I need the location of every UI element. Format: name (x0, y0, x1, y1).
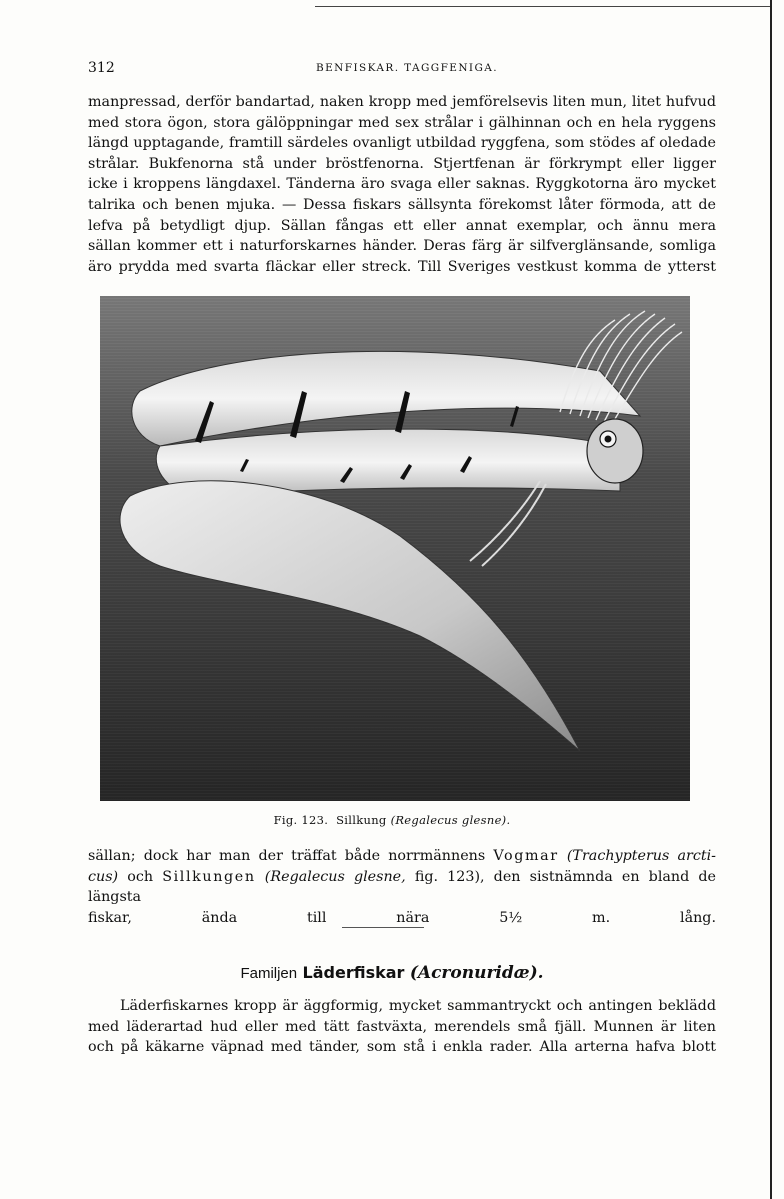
figure-caption (0, 813, 784, 827)
text-line (88, 846, 716, 867)
spaced-name: Sillkungen (162, 868, 256, 885)
text-line: Läderfiskarnes kropp är äggformig, mycket sammantryckt och antingen beklädd (120, 998, 716, 1014)
text-line: och på käkarne väpnad med tänder, som stå i enkla rader. Alla arterna hafva blott (88, 1039, 716, 1056)
text-line: lefva på betydligt djup. Sällan fångas ett eller annat exemplar, och ännu mera (88, 217, 716, 234)
final-paragraph (88, 996, 716, 1058)
running-title: BENFISKAR. TAGGFENIGA. (316, 62, 498, 74)
fish-head (587, 419, 643, 483)
heading-name: Läderfiskar (302, 963, 405, 982)
caption-latin: (Regalecus glesne). (390, 813, 511, 827)
text-line: längd upptagande, framtill särdeles ovanligt utbildad ryggfena, som stödes af oledade (88, 135, 716, 152)
section-heading (0, 963, 784, 983)
page-number: 312 (88, 60, 115, 76)
text-line: manpressad, derför bandartad, naken kropp med jemförelsevis liten mun, litet hufvud (88, 94, 716, 110)
text-line: äro prydda med svarta fläckar eller streck. Till Sveriges vestkust komma de ytterst (88, 258, 716, 275)
heading-latin: (Acronuridæ). (409, 963, 544, 983)
text-line: talrika och benen mjuka. — Dessa fiskars sällsynta förekomst låter förmoda, att de (88, 196, 716, 213)
oarfish-engraving (100, 296, 690, 801)
page-edge-right (770, 0, 772, 1199)
page-edge-top (315, 6, 770, 7)
text-line: icke i kroppens längdaxel. Tänderna äro svaga eller saknas. Ryggkotorna äro mycket (88, 176, 716, 193)
text-line: med läderartad hud eller med tätt fastväxta, merendels små fjäll. Munnen är liten (88, 1018, 716, 1035)
after-figure-paragraph (88, 846, 716, 928)
section-divider (342, 927, 424, 928)
text-line: med stora ögon, stora gälöppningar med sex strålar i gälhinnan och en hela ryggens (88, 114, 716, 131)
text-run: sällan; dock har man der träffat både norrmännens (88, 848, 486, 864)
page-header (88, 60, 724, 80)
latin-name: (Regalecus glesne, (264, 868, 406, 885)
latin-name: cus) (88, 868, 119, 885)
spaced-name: Vogmar (493, 848, 559, 864)
caption-prefix: Fig. 123. (273, 813, 329, 827)
text-run: och (127, 868, 154, 885)
latin-name: (Trachypterus arcti- (566, 848, 717, 864)
text-line: sällan kommer ett i naturforskarnes händer. Deras färg är silfverglänsande, somliga (88, 238, 716, 255)
intro-paragraph (88, 92, 716, 277)
text-line: strålar. Bukfenorna stå under bröstfenorna. Stjertfenan är förkrympt eller ligger (88, 155, 716, 172)
text-run: fig. 123), den sistnämnda en bland de längsta (88, 868, 717, 906)
caption-name: Sillkung (336, 813, 387, 827)
text-line (88, 867, 716, 908)
heading-prefix: Familjen (240, 965, 298, 982)
text-line: fiskar, ända till nära 5½ m. lång. (88, 909, 716, 926)
